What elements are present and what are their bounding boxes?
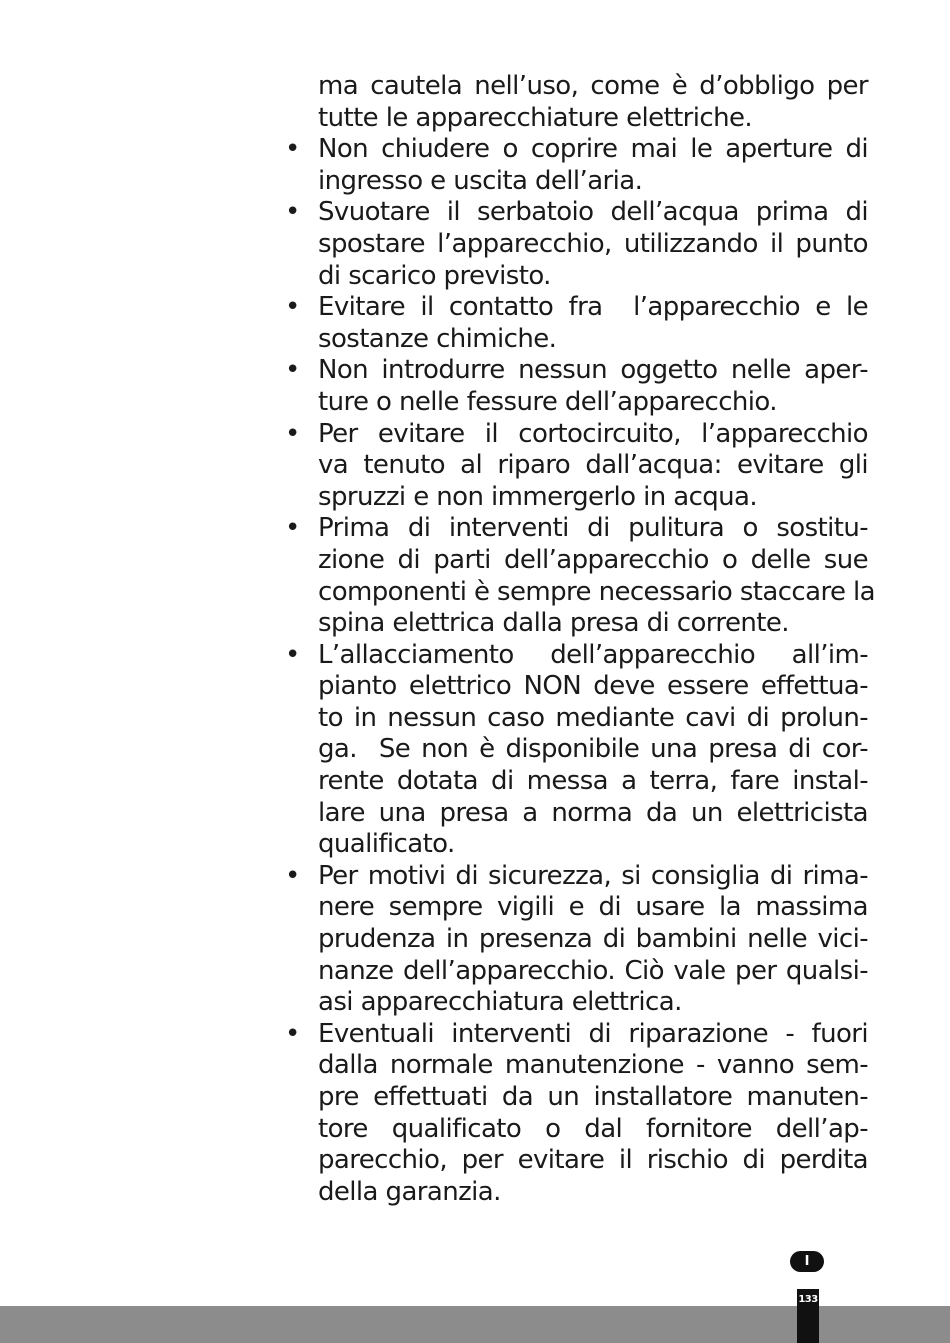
bullet-line: pre effettuati da un installatore manuten- [318,1082,868,1112]
bullet-line: nere sempre vigili e di usare la massima [318,892,868,923]
intro-paragraph [318,71,868,134]
page-number: 133 [798,1294,818,1305]
bullet-line: Eventuali interventi di riparazione - fuori [318,1018,868,1049]
bullet-line: L’allacciamento dell’apparecchio all’im- [318,639,868,670]
bullet-line: qualificato. [318,829,455,860]
intro-line: tutte le apparecchiature elettriche. [318,102,753,133]
bullet-line: lare una presa a norma da un elettricista [318,797,868,828]
bullet-item [285,292,868,355]
bullet-line: prudenza in presenza di bambini nelle vici- [318,924,868,955]
bullet-line: dalla normale manutenzione - vanno sem- [318,1050,868,1081]
bullet-line: ture o nelle fessure dell’apparecchio. [318,386,777,417]
bullet-line: Prima di interventi di pulitura o sostitu- [318,513,868,544]
bullet-line: nanze dell’apparecchio. Ciò vale per qualsi- [318,955,868,986]
bullet-line: spostare l’apparecchio, utilizzando il punto [318,228,868,259]
bullet-line: componenti è sempre necessario staccare la [318,576,875,607]
bullet-line: Per motivi di sicurezza, si consiglia di rima- [318,860,868,891]
bullet-item [285,355,868,418]
bullet-line: zione di parti dell’apparecchio o delle sue [318,544,868,575]
safety-bullet-list [285,134,875,1208]
bullet-item [285,134,868,197]
bullet-dot-icon: • [285,197,300,228]
bullet-dot-icon: • [285,355,300,386]
bullet-line: spruzzi e non immergerlo in acqua. [318,481,758,512]
bullet-line: Svuotare il serbatoio dell’acqua prima di [318,197,868,228]
bullet-line: asi apparecchiatura elettrica. [318,987,682,1018]
bullet-dot-icon: • [285,860,300,891]
bullet-dot-icon: • [285,292,300,323]
bullet-line: Non chiudere o coprire mai le aperture di [318,134,868,165]
bullet-dot-icon: • [285,513,300,544]
language-badge: I [790,1251,824,1272]
bullet-line: Evitare il contatto fra l’apparecchio e le [318,292,868,323]
bullet-dot-icon: • [285,134,300,165]
bullet-line: di scarico previsto. [318,260,551,291]
bullet-line: ga. Se non è disponibile una presa di cor- [318,734,868,765]
bullet-line: della garanzia. [318,1176,501,1207]
intro-line: ma cautela nell’uso, come è d’obbligo per [318,71,868,101]
bullet-line: rente dotata di messa a terra, fare instal- [318,766,868,797]
bullet-line: pianto elettrico NON deve essere effettua- [318,671,868,702]
bullet-line: Per evitare il cortocircuito, l’apparecchio [318,418,868,449]
bullet-line: spina elettrica dalla presa di corrente. [318,608,789,639]
bullet-line: to in nessun caso mediante cavi di prolun- [318,702,868,733]
bullet-item [285,1018,868,1209]
bullet-line: ingresso e uscita dell’aria. [318,165,643,196]
bullet-line: sostanze chimiche. [318,323,557,354]
bullet-dot-icon: • [285,418,300,449]
bullet-item [285,639,868,861]
manual-page-text [285,71,875,1208]
bullet-item [285,860,868,1019]
bullet-item [285,197,868,292]
bullet-item [285,513,875,639]
bullet-line: parecchio, per evitare il rischio di perdita [318,1145,868,1176]
bullet-line: tore qualificato o dal fornitore dell’ap- [318,1113,868,1144]
bullet-dot-icon: • [285,1018,300,1049]
bullet-dot-icon: • [285,639,300,670]
bullet-line: Non introdurre nessun oggetto nelle aper- [318,355,868,386]
bullet-line: va tenuto al riparo dall’acqua: evitare gli [318,450,868,481]
bullet-item [285,418,868,514]
